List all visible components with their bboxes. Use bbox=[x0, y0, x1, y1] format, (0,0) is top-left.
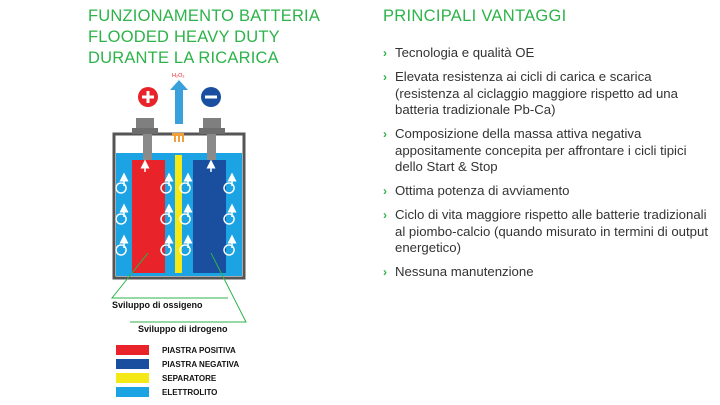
legend-label-negative: PIASTRA NEGATIVA bbox=[162, 360, 240, 369]
negative-plate bbox=[193, 160, 226, 273]
advantage-text: Tecnologia e qualità OE bbox=[395, 45, 535, 60]
bullet-chevron-icon: › bbox=[383, 265, 387, 279]
legend-label-electrolyte: ELETTROLITO bbox=[162, 388, 218, 397]
gas-label: H₂O₂ bbox=[172, 73, 185, 79]
diagram-title-line-2: FLOODED HEAVY DUTY bbox=[88, 28, 280, 46]
legend-swatch-electrolyte bbox=[116, 387, 149, 397]
legend-swatch-negative bbox=[116, 359, 149, 369]
bullet-chevron-icon: › bbox=[383, 127, 387, 141]
positive-plate bbox=[132, 160, 165, 273]
gas-release-arrow-icon bbox=[170, 80, 188, 124]
positive-terminal-icon bbox=[138, 87, 158, 107]
advantages-title: PRINCIPALI VANTAGGI bbox=[383, 7, 567, 25]
bullet-chevron-icon: › bbox=[383, 184, 387, 198]
separator bbox=[175, 155, 182, 273]
negative-terminal-icon bbox=[201, 87, 221, 107]
advantage-text: Ottima potenza di avviamento bbox=[395, 183, 570, 198]
hydrogen-callout-label: Sviluppo di idrogeno bbox=[138, 324, 228, 334]
oxygen-callout-label: Sviluppo di ossigeno bbox=[112, 300, 203, 310]
advantage-text: Elevata resistenza ai cicli di carica e scarica (resistenza al ciclaggio maggiore rispetto ad una batteria tradizionale Pb-Ca) bbox=[395, 69, 678, 117]
legend-label-separator: SEPARATORE bbox=[162, 374, 217, 383]
bullet-chevron-icon: › bbox=[383, 46, 387, 60]
legend-label-positive: PIASTRA POSITIVA bbox=[162, 346, 236, 355]
bullet-chevron-icon: › bbox=[383, 70, 387, 84]
bullet-chevron-icon: › bbox=[383, 208, 387, 222]
advantage-text: Nessuna manutenzione bbox=[395, 264, 534, 279]
legend-swatch-separator bbox=[116, 373, 149, 383]
advantage-text: Composizione della massa attiva negativa appositamente concepita per affrontare i cicli tipici dello Start & Stop bbox=[395, 126, 687, 174]
diagram-title-line-1: FUNZIONAMENTO BATTERIA bbox=[88, 7, 321, 25]
legend-swatch-positive bbox=[116, 345, 149, 355]
advantage-text: Ciclo di vita maggiore rispetto alle batterie tradizionali al piombo-calcio (quando misurato in termini di output energetico) bbox=[395, 207, 708, 255]
legend bbox=[116, 345, 239, 397]
diagram-title-line-3: DURANTE LA RICARICA bbox=[88, 49, 279, 67]
